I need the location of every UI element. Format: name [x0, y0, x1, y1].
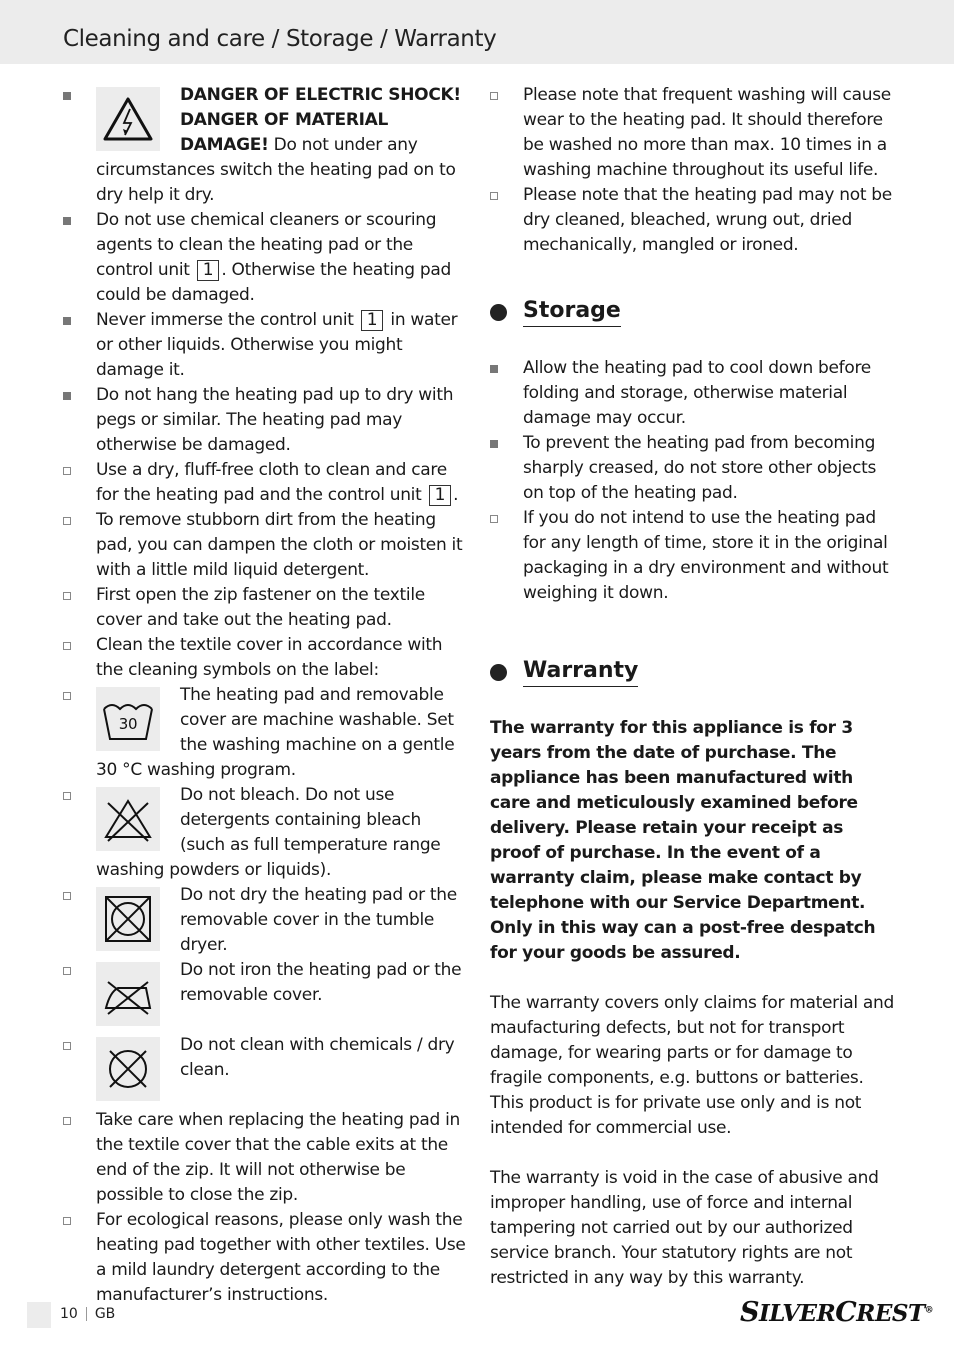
warning-electric-icon: [96, 87, 160, 151]
item-text: Please note that the heating pad may not be dry cleaned, bleached, wrung out, dried mechanically, mangled or ironed.: [523, 185, 892, 255]
left-column: [63, 83, 468, 1308]
warranty-heading: [490, 656, 895, 686]
right-column: [490, 83, 895, 1291]
item-text: Do not bleach. Do not use detergents containing bleach (such as full temperature range washing powders or liquids).: [96, 785, 441, 880]
list-item: [490, 356, 895, 431]
bullet: [490, 92, 498, 100]
item-text: in water or other liquids. Otherwise you might damage it.: [96, 310, 458, 380]
bullet: [63, 1042, 71, 1050]
bullet: [63, 792, 71, 800]
list-item: [490, 431, 895, 506]
ref-box: 1: [429, 485, 452, 506]
list-item: [63, 383, 468, 458]
wash-30-icon: [96, 687, 160, 751]
item-text: Do not clean with chemicals / dry clean.: [180, 1035, 455, 1080]
item-text: Do not dry the heating pad or the removable cover in the tumble dryer.: [180, 885, 457, 955]
item-text: If you do not intend to use the heating pad for any length of time, store it in the original packaging in a dry environment and without weighing it down.: [523, 508, 889, 603]
list-item-dry: [63, 883, 468, 958]
danger-text: Do not under any circumstances switch the heating pad on to dry help it dry.: [96, 135, 456, 205]
item-text: Allow the heating pad to cool down before folding and storage, otherwise material damage may occur.: [523, 358, 871, 428]
item-text: To remove stubborn dirt from the heating pad, you can dampen the cloth or moisten it with a little mild liquid detergent.: [96, 510, 463, 580]
list-item: [490, 183, 895, 258]
warranty-void: The warranty is void in the case of abusive and improper handling, use of force and internal tampering not carried out by our authorized service branch. Your statutory rights are not restricted in any way by this warranty.: [490, 1168, 879, 1288]
danger-heading: DANGER OF ELECTRIC SHOCK! DANGER OF MATERIAL DAMAGE!: [180, 85, 461, 155]
bullet: [63, 217, 71, 225]
no-iron-icon: [96, 962, 160, 1026]
list-item: [490, 506, 895, 606]
no-dry-clean-icon: [96, 1037, 160, 1101]
storage-heading: [490, 296, 895, 326]
language-code: GB: [94, 1306, 116, 1322]
no-tumble-dry-icon: [96, 887, 160, 951]
item-text: To prevent the heating pad from becoming sharply creased, do not store other objects on top of the heating pad.: [523, 433, 877, 503]
list-item-iron: [63, 958, 468, 1033]
bullet: [63, 892, 71, 900]
bullet: [63, 92, 71, 100]
bullet: [490, 192, 498, 200]
item-text: Do not use chemical cleaners or scouring agents to clean the heating pad or the control unit: [96, 210, 437, 280]
list-item: [63, 1208, 468, 1308]
bullet: [63, 592, 71, 600]
ref-box: 1: [197, 260, 220, 281]
no-bleach-icon: [96, 787, 160, 851]
page-title: Cleaning and care / Storage / Warranty: [63, 26, 497, 52]
warranty-intro: The warranty for this appliance is for 3 years from the date of purchase. The appliance has been manufactured with care and meticulously examined before delivery. Please retain your receipt as proof of purchase. In the event of a warranty claim, please make contact by telephone with our Service Department. Only in this way can a post-free despatch for your goods be assured.: [490, 718, 876, 963]
item-text: Clean the textile cover in accordance with the cleaning symbols on the label:: [96, 635, 443, 680]
item-text: . Otherwise the heating pad could be damaged.: [96, 260, 451, 305]
page-header: [0, 0, 954, 64]
page-number: 10: [60, 1306, 78, 1322]
bullet: [490, 365, 498, 373]
list-item: [63, 508, 468, 583]
warranty-coverage: The warranty covers only claims for material and maufacturing defects, but not for transport damage, for wearing parts or for damage to fragile components, e.g. buttons or batteries. This product is for private use only and is not intended for commercial use.: [490, 993, 894, 1138]
item-text: Never immerse the control unit: [96, 310, 359, 330]
item-text: First open the zip fastener on the textile cover and take out the heating pad.: [96, 585, 425, 630]
list-item-danger: [63, 83, 468, 208]
list-item: [63, 1108, 468, 1208]
list-item: [63, 308, 468, 383]
bullet: [63, 642, 71, 650]
list-item-chem: [63, 1033, 468, 1108]
bullet: [63, 1117, 71, 1125]
storage-title: Storage: [523, 296, 621, 327]
bullet: [63, 467, 71, 475]
item-text: Please note that frequent washing will cause wear to the heating pad. It should therefore be washed no more than max. 10 times in a washing machine throughout its useful life.: [523, 85, 891, 180]
bullet: [63, 692, 71, 700]
warranty-title: Warranty: [523, 656, 638, 687]
item-text: The heating pad and removable cover are machine washable. Set the washing machine on a gentle 30 °C washing program.: [96, 685, 455, 780]
bullet: [63, 967, 71, 975]
footer: [60, 1306, 115, 1322]
bullet: [63, 392, 71, 400]
list-item: [63, 583, 468, 633]
section-bullet-icon: [490, 664, 507, 681]
bullet: [490, 515, 498, 523]
bullet: [63, 317, 71, 325]
ref-box: 1: [361, 310, 384, 331]
bullet: [490, 440, 498, 448]
item-text: Do not iron the heating pad or the removable cover.: [180, 960, 462, 1005]
list-item-bleach: [63, 783, 468, 883]
item-text: .: [453, 485, 459, 505]
section-bullet-icon: [490, 304, 507, 321]
list-item: [63, 458, 468, 508]
item-text: Take care when replacing the heating pad in the textile cover that the cable exits at the end of the zip. It will not otherwise be possible to close the zip.: [96, 1110, 461, 1205]
item-text: For ecological reasons, please only wash the heating pad together with other textiles. Use a mild laundry detergent according to the manufacturer’s instructions.: [96, 1210, 466, 1305]
list-item: [490, 83, 895, 183]
item-text: Do not hang the heating pad up to dry with pegs or similar. The heating pad may otherwise be damaged.: [96, 385, 454, 455]
item-text: Use a dry, fluff-free cloth to clean and care for the heating pad and the control unit: [96, 460, 447, 505]
bullet: [63, 517, 71, 525]
wash-temp: 30: [118, 715, 138, 733]
list-item: [63, 633, 468, 683]
bullet: [63, 1217, 71, 1225]
footer-marker: [27, 1302, 51, 1328]
brand-logo: SILVERCREST®: [740, 1297, 934, 1328]
list-item: [63, 208, 468, 308]
list-item-wash: [63, 683, 468, 783]
